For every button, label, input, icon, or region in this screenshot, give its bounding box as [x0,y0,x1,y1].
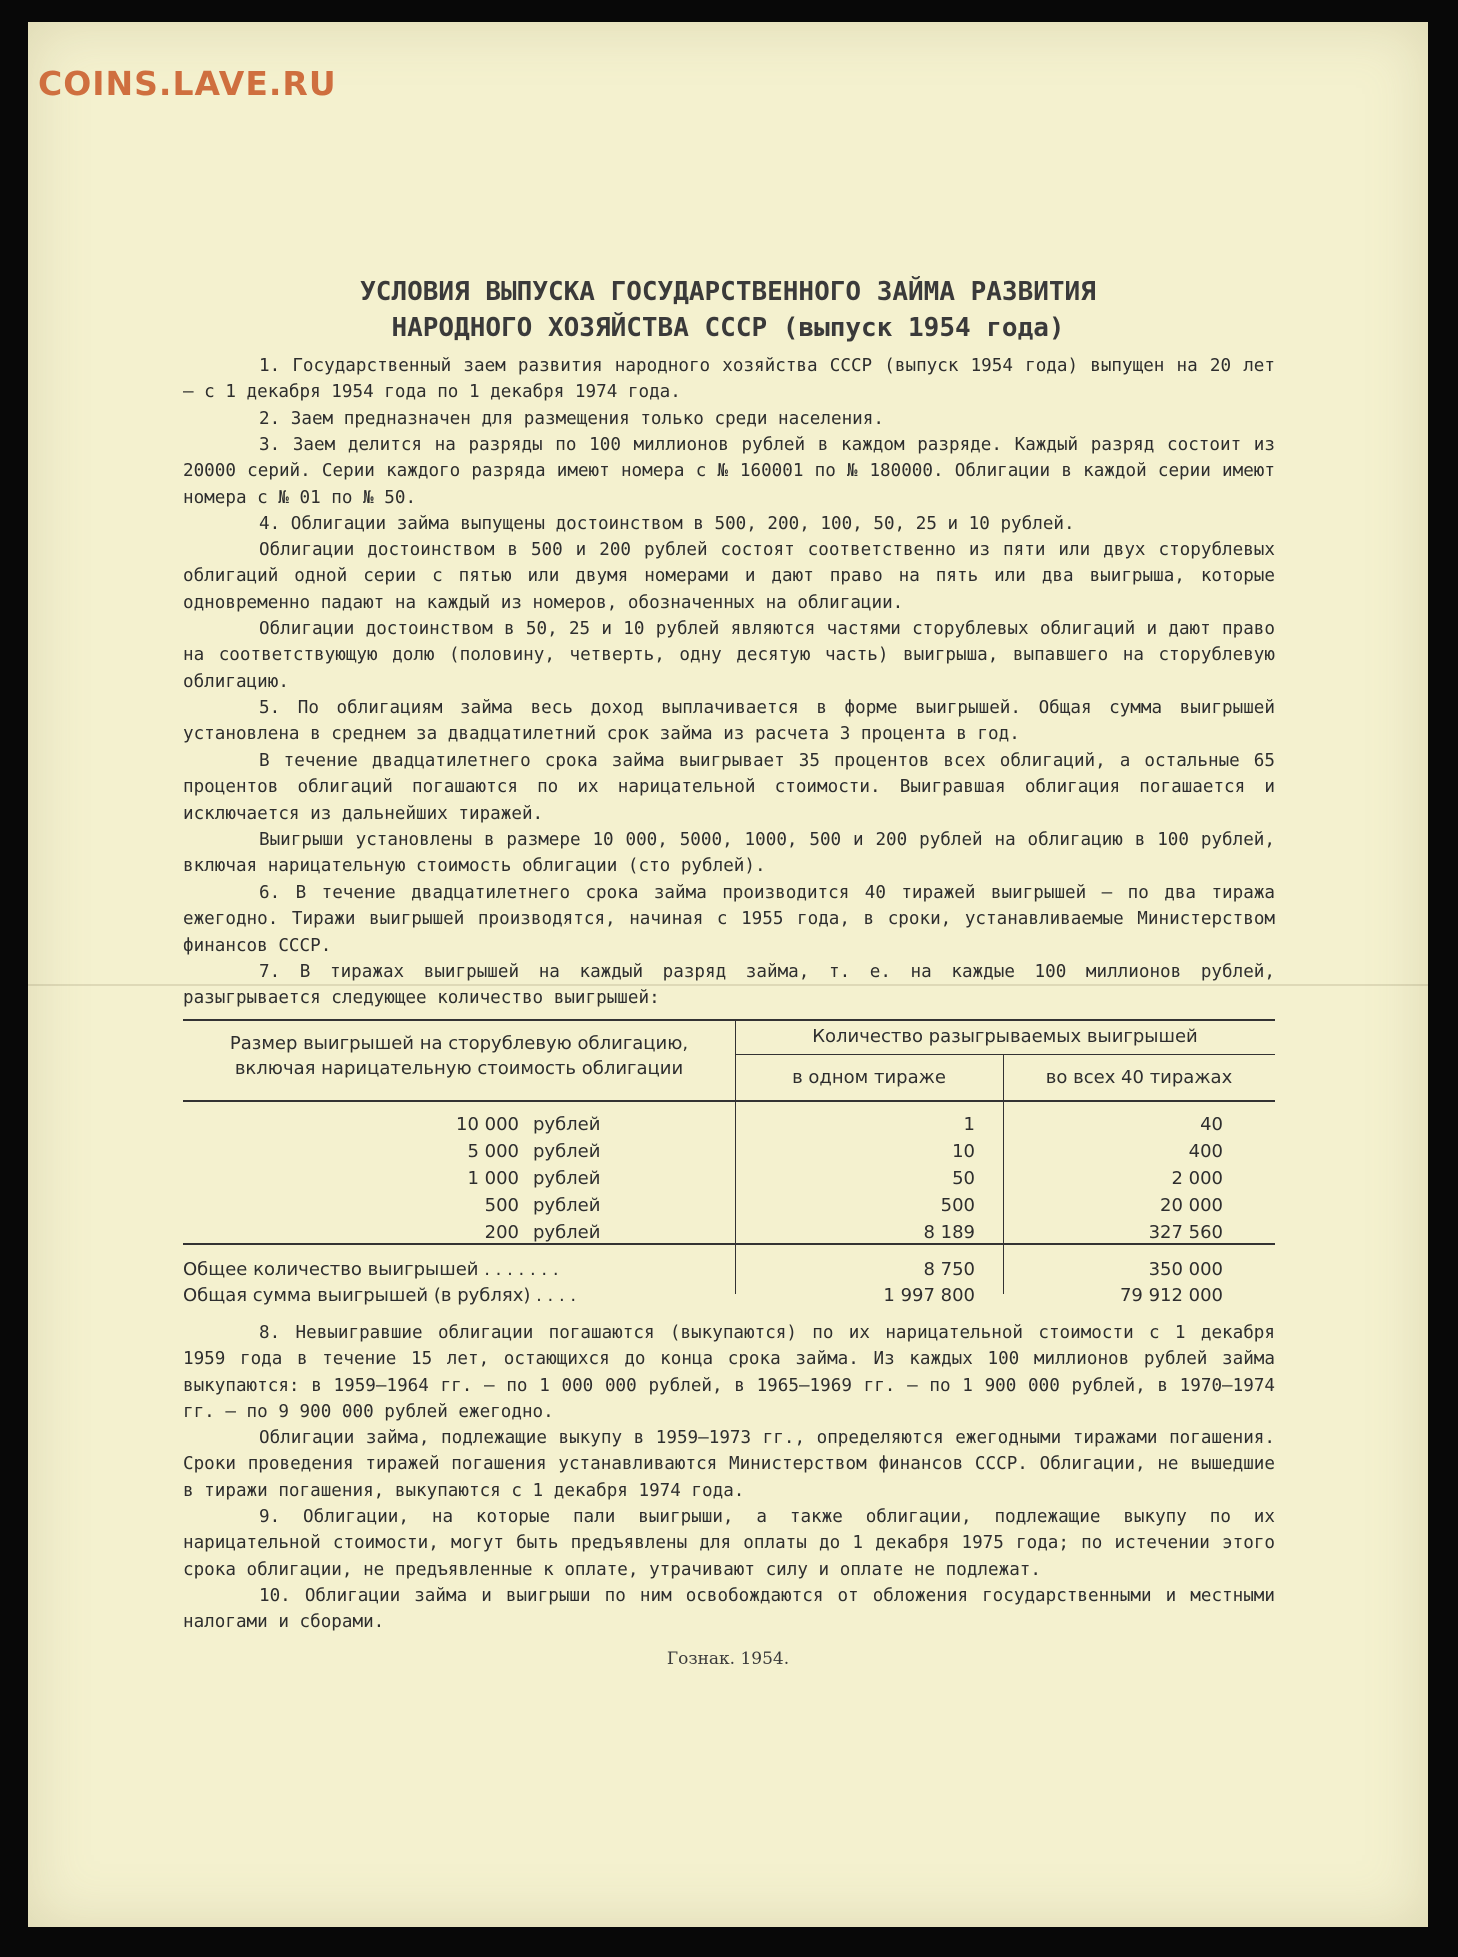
row-one-draw: 500 [940,1195,975,1216]
table-header-rule [183,1100,1275,1102]
clause-8-redemption: Облигации займа, подлежащие выкупу в 1959—1973 гг., определяются ежегодными тиражами погашения. Сроки проведения тиражей погашения устанавливаются Министерством финансов СССР. Облигации, не вышедшие в тиражи погашения, выкупаются с 1 декабря 1974 года. [183,1428,1275,1501]
clause-10: 10. Облигации займа и выигрыши по ним освобождаются от обложения государственными и местными налогами и сборами. [183,1586,1275,1633]
total-sum-one-draw: 1 997 800 [883,1285,975,1306]
table-col-divider-2 [1003,1054,1004,1294]
row-amount: 200 [484,1222,519,1243]
bond-sheet [28,22,1428,1927]
row-unit: рублей [533,1168,601,1189]
row-amount: 500 [484,1195,519,1216]
row-one-draw: 1 [963,1114,975,1135]
watermark: COINS.LAVE.RU [38,64,337,103]
clause-5-percent: В течение двадцатилетнего срока займа выигрывает 35 процентов всех облигаций, а остальные 65 процентов облигаций погашаются по их нарицательной стоимости. Выигравшая облигация погашается и исключается из дальнейших тиражей. [183,751,1275,824]
clause-4: 4. Облигации займа выпущены достоинством в 500, 200, 100, 50, 25 и 10 рублей. [259,514,1075,534]
row-one-draw: 8 189 [923,1222,975,1243]
clause-9: 9. Облигации, на которые пали выигрыши, а также облигации, подлежащие выкупу по их нарицательной стоимости, могут быть предъявлены для оплаты до 1 декабря 1975 года; по истечении этого срока облигации, не предъявленные к оплате, утрачивают силу и оплате не подлежат. [183,1507,1275,1580]
total-count-label: Общее количество выигрышей . . . . . . . [183,1259,559,1280]
row-all-draws: 2 000 [1171,1168,1223,1189]
row-all-draws: 40 [1200,1114,1223,1135]
header-prize-size-1: Размер выигрышей на сторублевую облигацию, [229,1033,689,1054]
clause-1: 1. Государственный заем развития народного хозяйства СССР (выпуск 1954 года) выпущен на 20 лет — с 1 декабря 1954 года по 1 декабря 1974 года. [183,356,1275,403]
row-amount: 1 000 [467,1168,519,1189]
document-title [28,274,1428,346]
total-count-all-draws: 350 000 [1148,1259,1223,1280]
clause-3: 3. Заем делится на разряды по 100 миллионов рублей в каждом разряде. Каждый разряд состоит из 20000 серий. Серии каждого разряда имеют номера с № 160001 по № 180000. Облигации в каждой серии имеют номера с № 01 по № 50. [183,435,1275,508]
header-all-draws: во всех 40 тиражах [1045,1067,1233,1088]
clause-7: 7. В тиражах выигрышей на каждый разряд займа, т. е. на каждые 100 миллионов рублей, разыгрывается следующее количество выигрышей: [183,962,1275,1009]
total-count-one-draw: 8 750 [923,1259,975,1280]
row-unit: рублей [533,1114,601,1135]
total-sum-label: Общая сумма выигрышей (в рублях) . . . . [183,1285,577,1306]
clause-2: 2. Заем предназначен для размещения только среди населения. [259,409,884,429]
row-one-draw: 50 [952,1168,975,1189]
table-col-divider-1 [735,1019,736,1294]
row-amount: 5 000 [467,1141,519,1162]
clause-4-denominations: Облигации достоинством в 500 и 200 рублей состоят соответственно из пяти или двух сторублевых облигаций одной серии с пятью или двумя номерами и дают право на пять или два выигрыша, которые одновременно падают на каждый из номеров, обозначенных на облигации. [183,540,1275,613]
clause-5-prizes: Выигрыши установлены в размере 10 000, 5000, 1000, 500 и 200 рублей на облигацию в 100 рублей, включая нарицательную стоимость облигации (сто рублей). [183,830,1275,877]
title-line-2: НАРОДНОГО ХОЗЯЙСТВА СССР (выпуск 1954 года) [391,313,1065,343]
row-all-draws: 327 560 [1148,1222,1223,1243]
row-all-draws: 400 [1188,1141,1223,1162]
clause-8: 8. Невыигравшие облигации погашаются (выкупаются) по их нарицательной стоимости с 1 декабря 1959 года в течение 15 лет, остающихся до конца срока займа. Из каждых 100 миллионов рублей займа выкупаются: в 1959—1964 гг. — по 1 000 000 рублей, в 1965—1969 гг. — по 1 900 000 рублей, в 1970—1974 гг. — по 9 900 000 рублей ежегодно. [183,1323,1275,1423]
printer-mark: Гознак. 1954. [666,1649,790,1669]
row-unit: рублей [533,1141,601,1162]
table-group-rule [735,1054,1275,1055]
header-prize-count: Количество разыгрываемых выигрышей [812,1026,1198,1047]
table-total-rule [183,1243,1275,1245]
row-one-draw: 10 [952,1141,975,1162]
clause-4-fractions: Облигации достоинством в 50, 25 и 10 рублей являются частями сторублевых облигаций и дают право на соответствующую долю (половину, четверть, одну десятую часть) выигрыша, выпавшего на сторублевую облигацию. [183,619,1275,692]
row-unit: рублей [533,1222,601,1243]
header-one-draw: в одном тираже [792,1067,946,1088]
header-prize-size-2: включая нарицательную стоимость облигации [234,1058,684,1079]
row-all-draws: 20 000 [1160,1195,1223,1216]
clause-6: 6. В течение двадцатилетнего срока займа производится 40 тиражей выигрышей — по два тиража ежегодно. Тиражи выигрышей производятся, начиная с 1955 года, в сроки, устанавливаемые Министерством финансов СССР. [183,883,1275,956]
title-line-1: УСЛОВИЯ ВЫПУСКА ГОСУДАРСТВЕННОГО ЗАЙМА РАЗВИТИЯ [360,277,1096,307]
table-top-rule [183,1019,1275,1021]
row-amount: 10 000 [456,1114,519,1135]
prize-table [183,1019,1275,1306]
total-sum-all-draws: 79 912 000 [1119,1285,1223,1306]
clause-5: 5. По облигациям займа весь доход выплачивается в форме выигрышей. Общая сумма выигрышей установлена в среднем за двадцатилетний срок займа из расчета 3 процента в год. [183,698,1275,745]
row-unit: рублей [533,1195,601,1216]
